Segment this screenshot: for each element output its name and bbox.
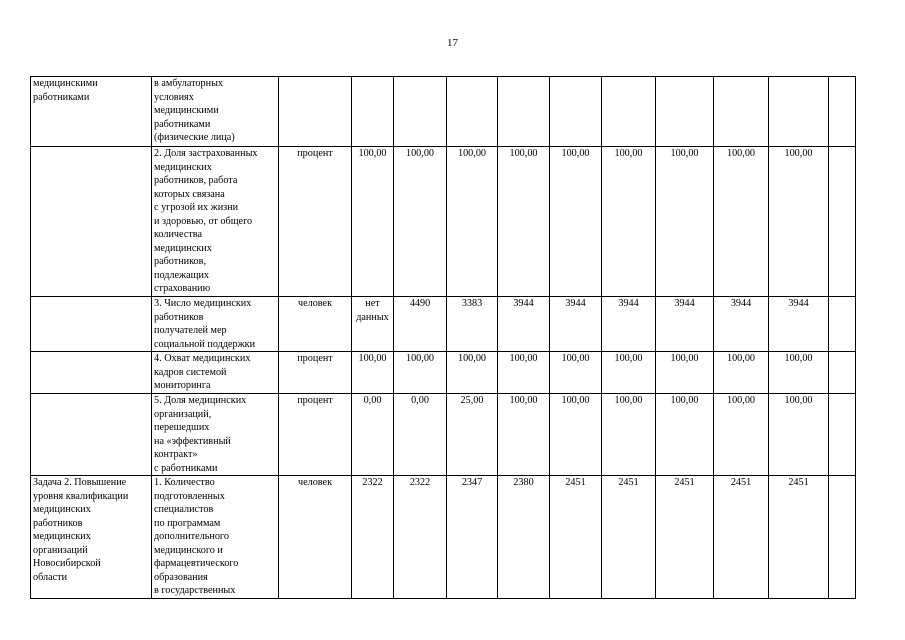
value-cell: 4490 bbox=[394, 297, 447, 352]
value-cell: 100,00 bbox=[447, 147, 498, 297]
value-cell: 100,00 bbox=[550, 394, 602, 476]
value-cell: 100,00 bbox=[447, 352, 498, 394]
value-cell bbox=[447, 77, 498, 147]
task-cell: Задача 2. Повышение уровня квалификации медицинских работников медицинских организаций Новосибирской области bbox=[31, 476, 152, 599]
extra-cell bbox=[829, 297, 856, 352]
value-cell: 0,00 bbox=[352, 394, 394, 476]
value-cell: 2322 bbox=[352, 476, 394, 599]
task-cell bbox=[31, 147, 152, 297]
value-cell: 0,00 bbox=[394, 394, 447, 476]
value-cell: 100,00 bbox=[714, 147, 769, 297]
value-cell: 2451 bbox=[550, 476, 602, 599]
value-cell bbox=[498, 77, 550, 147]
value-cell: 100,00 bbox=[602, 147, 656, 297]
value-cell: 100,00 bbox=[769, 394, 829, 476]
value-cell bbox=[550, 77, 602, 147]
table-row bbox=[31, 394, 856, 476]
value-cell: 100,00 bbox=[656, 147, 714, 297]
table-row bbox=[31, 147, 856, 297]
table-row bbox=[31, 476, 856, 599]
value-cell: 3944 bbox=[498, 297, 550, 352]
extra-cell bbox=[829, 77, 856, 147]
value-cell: 100,00 bbox=[656, 394, 714, 476]
value-cell: 2451 bbox=[714, 476, 769, 599]
value-cell bbox=[656, 77, 714, 147]
unit-cell bbox=[279, 77, 352, 147]
task-cell bbox=[31, 297, 152, 352]
value-cell: 100,00 bbox=[714, 352, 769, 394]
value-cell bbox=[394, 77, 447, 147]
value-cell: 100,00 bbox=[769, 147, 829, 297]
value-cell: 2380 bbox=[498, 476, 550, 599]
value-cell: 2347 bbox=[447, 476, 498, 599]
value-cell: 100,00 bbox=[769, 352, 829, 394]
value-cell: 3944 bbox=[714, 297, 769, 352]
value-cell: 100,00 bbox=[656, 352, 714, 394]
unit-cell: человек bbox=[279, 297, 352, 352]
extra-cell bbox=[829, 394, 856, 476]
unit-cell: процент bbox=[279, 352, 352, 394]
value-cell bbox=[714, 77, 769, 147]
value-cell bbox=[769, 77, 829, 147]
value-cell: 2451 bbox=[602, 476, 656, 599]
page-number: 17 bbox=[447, 37, 458, 49]
value-cell: 3944 bbox=[769, 297, 829, 352]
extra-cell bbox=[829, 476, 856, 599]
value-cell: нет данных bbox=[352, 297, 394, 352]
value-cell: 3944 bbox=[550, 297, 602, 352]
value-cell: 100,00 bbox=[352, 147, 394, 297]
value-cell: 100,00 bbox=[602, 352, 656, 394]
value-cell bbox=[352, 77, 394, 147]
value-cell: 100,00 bbox=[498, 394, 550, 476]
extra-cell bbox=[829, 352, 856, 394]
unit-cell: человек bbox=[279, 476, 352, 599]
indicator-cell: 1. Количество подготовленных специалистов по программам дополнительного медицинского и фармацевтического образования в государственных bbox=[152, 476, 279, 599]
value-cell: 100,00 bbox=[394, 147, 447, 297]
indicator-cell: 3. Число медицинских работников получателей мер социальной поддержки bbox=[152, 297, 279, 352]
value-cell: 25,00 bbox=[447, 394, 498, 476]
value-cell: 100,00 bbox=[394, 352, 447, 394]
value-cell: 3944 bbox=[656, 297, 714, 352]
indicator-cell: в амбулаторных условиях медицинскими работниками (физические лица) bbox=[152, 77, 279, 147]
value-cell: 100,00 bbox=[602, 394, 656, 476]
value-cell: 100,00 bbox=[498, 352, 550, 394]
value-cell: 100,00 bbox=[352, 352, 394, 394]
table-row bbox=[31, 297, 856, 352]
value-cell: 100,00 bbox=[550, 147, 602, 297]
value-cell: 100,00 bbox=[550, 352, 602, 394]
value-cell: 2451 bbox=[769, 476, 829, 599]
indicator-cell: 2. Доля застрахованных медицинских работников, работа которых связана с угрозой их жизни и здоровью, от общего количества медицинских работников, подлежащих страхованию bbox=[152, 147, 279, 297]
task-cell: медицинскими работниками bbox=[31, 77, 152, 147]
value-cell: 2322 bbox=[394, 476, 447, 599]
value-cell: 100,00 bbox=[714, 394, 769, 476]
unit-cell: процент bbox=[279, 147, 352, 297]
table-row bbox=[31, 352, 856, 394]
indicators-table bbox=[30, 76, 856, 599]
value-cell: 2451 bbox=[656, 476, 714, 599]
value-cell: 100,00 bbox=[498, 147, 550, 297]
task-cell bbox=[31, 352, 152, 394]
indicator-cell: 4. Охват медицинских кадров системой мониторинга bbox=[152, 352, 279, 394]
extra-cell bbox=[829, 147, 856, 297]
value-cell: 3944 bbox=[602, 297, 656, 352]
value-cell: 3383 bbox=[447, 297, 498, 352]
indicator-cell: 5. Доля медицинских организаций, перешедших на «эффективный контракт» с работниками bbox=[152, 394, 279, 476]
task-cell bbox=[31, 394, 152, 476]
unit-cell: процент bbox=[279, 394, 352, 476]
value-cell bbox=[602, 77, 656, 147]
table-row bbox=[31, 77, 856, 147]
